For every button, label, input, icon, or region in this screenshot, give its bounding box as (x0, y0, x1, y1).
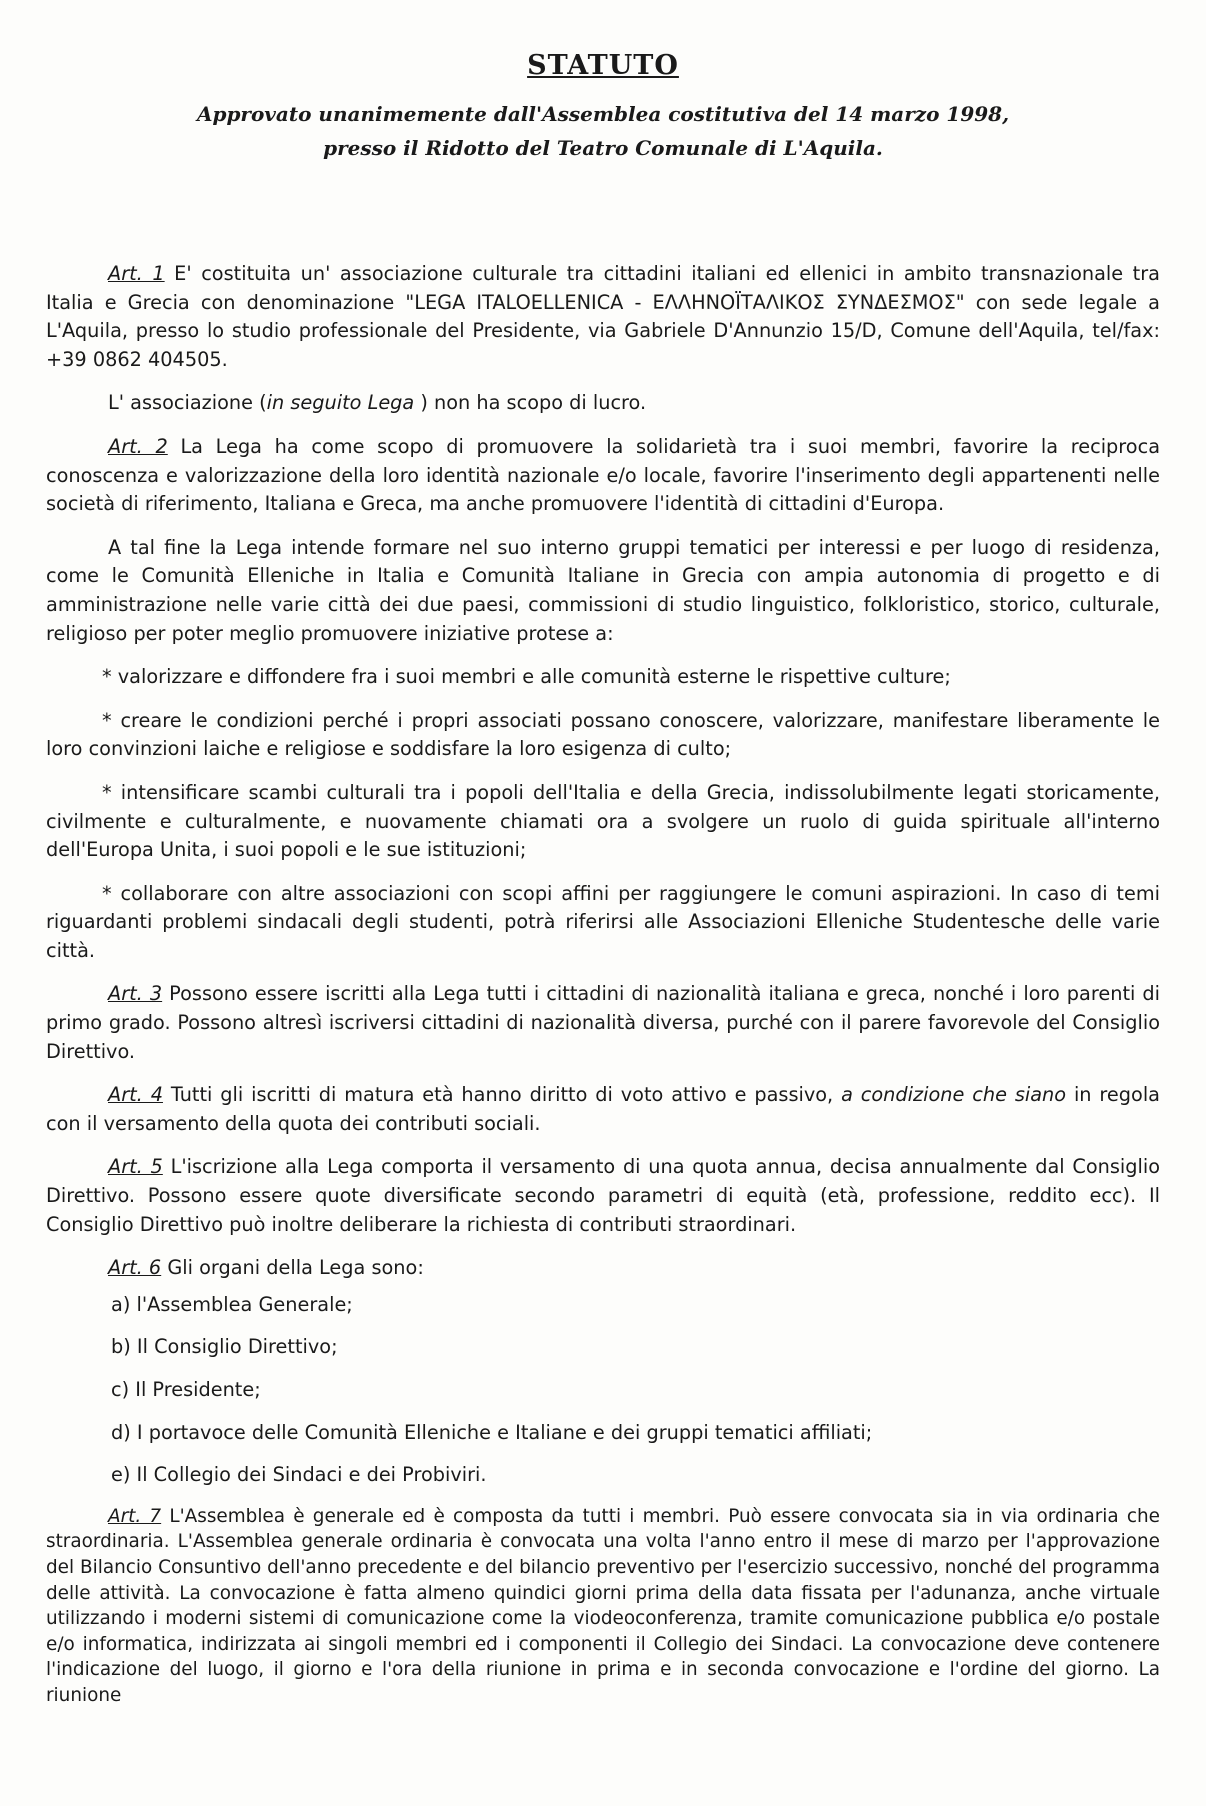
article-3-text: Possono essere iscritti alla Lega tutti i cittadini di nazionalità italiana e greca, nonché i loro parenti di primo grado. Possono altresì iscriversi cittadini di nazionalità diversa, purché con il parere favorevole del Consiglio Direttivo. (46, 982, 1161, 1063)
article-2-bullet: * creare le condizioni perché i propri associati possano conoscere, valorizzare, manifestare liberamente le loro convinzioni laiche e religiose e soddisfare la loro esigenza di culto; (46, 708, 1160, 761)
article-6-item: c) Il Presidente; (111, 1378, 261, 1401)
document-title: STATUTO (527, 50, 679, 81)
article-7-text: L'Assemblea è generale ed è composta da tutti i membri. Può essere convocata sia in via ordinaria che straordinaria. L'Assemblea generale ordinaria è convocata una volta l'anno entro il mese di marzo per l'approvazione del Bilancio Consuntivo dell'anno precedente e del bilancio preventivo per l'esercizio successivo, nonché del programma delle attività. La convocazione è fatta almeno quindici giorni prima della data fissata per l'adunanza, anche virtuale utilizzando i moderni sistemi di comunicazione come la viodeoconferenza, tramite comunicazione pubblica e/o postale e/o informatica, indirizzata ai singoli membri ed i componenti il Collegio dei Sindaci. La convocazione deve contenere l'indicazione del luogo, il giorno e l'ora della riunione in prima e in seconda convocazione e l'ordine del giorno. La riunione (46, 1505, 1160, 1706)
article-4-text-end: in regola con il versamento della quota dei contributi sociali. (46, 1083, 1160, 1135)
article-7-paragraph (46, 1504, 1160, 1709)
article-6-item: b) Il Consiglio Direttivo; (111, 1335, 338, 1359)
article-4-text: Tutti gli iscritti di matura età hanno diritto di voto attivo e passivo, (162, 1083, 842, 1107)
article-6-item: e) Il Collegio dei Sindaci e dei Probiviri. (111, 1463, 487, 1487)
article-4-text-italic: a condizione che siano (841, 1083, 1067, 1107)
article-6-item: d) I portavoce delle Comunità Elleniche e Italiane e dei gruppi tematici affiliati; (111, 1420, 873, 1444)
article-1-p2-text-end: ) non ha scopo di lucro. (414, 391, 647, 415)
article-6-item: a) l'Assemblea Generale; (111, 1292, 353, 1316)
article-3-paragraph (46, 980, 1160, 1066)
article-5-paragraph (46, 1153, 1160, 1239)
article-5-label: Art. 5 (108, 1155, 163, 1179)
article-1-label: Art. 1 (108, 262, 165, 285)
article-6-label: Art. 6 (108, 1256, 162, 1280)
document-subtitle-line2: presso il Ridotto del Teatro Comunale di L'Aquila. (323, 136, 883, 160)
article-2-label: Art. 2 (108, 434, 168, 458)
article-1-p2-text: L' associazione ( (108, 391, 267, 415)
article-6-paragraph (46, 1254, 1160, 1283)
article-2-bullet: * valorizzare e diffondere fra i suoi membri e alle comunità esterne le rispettive culture; (102, 665, 951, 689)
article-2-paragraph (46, 433, 1160, 519)
article-3-label: Art. 3 (108, 982, 163, 1006)
document-subtitle-line1: Approvato unanimemente dall'Assemblea costitutiva del 14 marzo 1998, (196, 102, 1010, 126)
article-4-label: Art. 4 (108, 1083, 163, 1107)
article-1-text: E' costituita un' associazione culturale tra cittadini italiani ed ellenici in ambito transnazionale tra Italia e Grecia con denominazione "LEGA ITALOELLENICA - ΕΛΛΗΝΟΪΤΑΛΙΚΟΣ ΣΥΝΔΕΣΜΟΣ" con sede legale a L'Aquila, presso lo studio professionale del Presidente, via Gabriele D'Annunzio 15/D, Comune dell'Aquila, tel/fax: +39 0862 404505. (46, 262, 1160, 371)
article-2-bullet: * collaborare con altre associazioni con scopi affini per raggiungere le comuni aspirazioni. In caso di temi riguardanti problemi sindacali degli studenti, potrà riferirsi alle Associazioni Elleniche Studentesche delle varie città. (46, 881, 1160, 962)
article-2-paragraph-2: A tal fine la Lega intende formare nel suo interno gruppi tematici per interessi e per luogo di residenza, come le Comunità Elleniche in Italia e Comunità Italiane in Grecia con ampia autonomia di progetto e di amministrazione nelle varie città dei due paesi, commissioni di studio linguistico, folkloristico, storico, culturale, religioso per poter meglio promuovere iniziative protese a: (46, 535, 1160, 645)
article-6-text: Gli organi della Lega sono: (161, 1256, 424, 1280)
article-2-bullet: * intensificare scambi culturali tra i popoli dell'Italia e della Grecia, indissolubilmente legati storicamente, civilmente e culturalmente, e nuovamente chiamati ora a svolgere un ruolo di guida spirituale all'interno dell'Europa Unita, i suoi popoli e le sue istituzioni; (46, 780, 1160, 862)
article-4-paragraph (46, 1081, 1160, 1138)
article-1-paragraph-2 (46, 389, 1160, 418)
article-1-paragraph (46, 260, 1160, 374)
article-5-text: L'iscrizione alla Lega comporta il versamento di una quota annua, decisa annualmente dal Consiglio Direttivo. Possono essere quote diversificate secondo parametri di equità (età, professione, reddito ecc). Il Consiglio Direttivo può inoltre deliberare la richiesta di contributi straordinari. (46, 1155, 1160, 1236)
document-body (46, 260, 1160, 1709)
article-1-p2-italic: in seguito Lega (266, 391, 415, 415)
article-2-text: La Lega ha come scopo di promuovere la solidarietà tra i suoi membri, favorire la reciproca conoscenza e valorizzazione della loro identità nazionale e/o locale, favorire l'inserimento degli appartenenti nelle società di riferimento, Italiana e Greca, ma anche promuovere l'identità di cittadini d'Europa. (46, 434, 1161, 516)
article-7-label: Art. 7 (108, 1505, 162, 1527)
